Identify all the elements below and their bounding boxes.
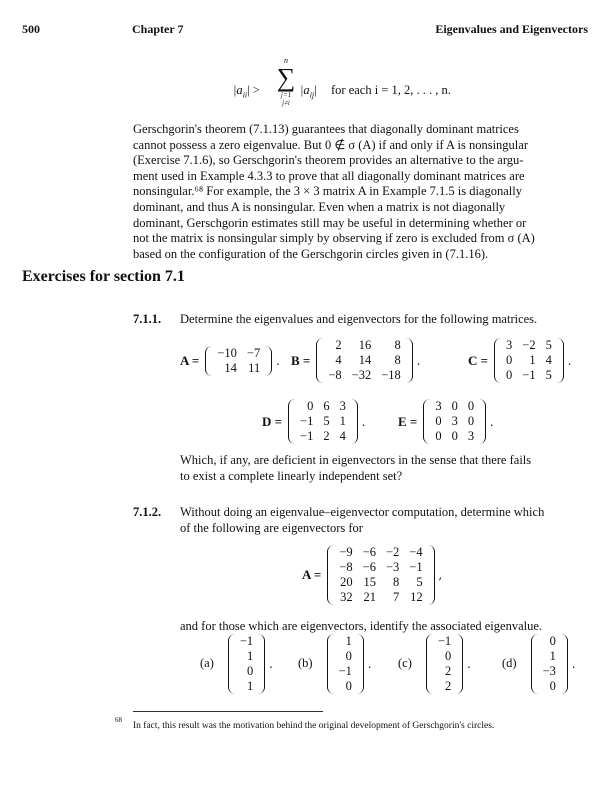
matrix-cell: 3 xyxy=(506,338,513,352)
matrix-cell: 0 xyxy=(451,399,458,413)
para-line: cannot possess a zero eigenvalue. But 0 ∉ σ (A) if and only if A is nonsingular xyxy=(133,137,528,152)
matrix-body xyxy=(212,346,265,376)
matrix-cell: 14 xyxy=(224,361,237,375)
formula-lhs-end: | > xyxy=(247,83,260,97)
matrix-cell: 12 xyxy=(410,590,423,604)
matrix-cell: 0 xyxy=(435,429,442,443)
matrix-cell: −1 xyxy=(522,368,536,382)
matrix-cell: 5 xyxy=(323,414,330,428)
sum-bottom-1: j=1 xyxy=(280,91,292,99)
matrix-cell: −7 xyxy=(246,346,261,360)
matrix-cell: −6 xyxy=(362,545,376,559)
matrix-cell: 21 xyxy=(363,590,376,604)
left-paren-icon xyxy=(426,634,433,694)
vector-label: (a) xyxy=(200,656,214,671)
right-paren-icon xyxy=(265,346,272,376)
matrix-d: D = 0 6 3 −1 5 1 −1 2 4 . xyxy=(262,399,366,443)
matrix-cell: 8 xyxy=(394,353,401,367)
matrix-cell: 0 xyxy=(451,429,458,443)
matrix-cell: −1 xyxy=(300,414,314,428)
exercise-number: 7.1.1. xyxy=(133,312,162,326)
matrix-cell: 3 xyxy=(339,399,346,413)
footnote-marker: 68 xyxy=(115,716,122,724)
matrix-cell: 0 xyxy=(467,399,475,413)
vector-label: (c) xyxy=(398,656,412,671)
formula-lhs-sub: ii xyxy=(242,90,248,100)
matrix-cell: 8 xyxy=(393,575,400,589)
matrix-label: A = xyxy=(302,567,322,582)
right-paren-icon xyxy=(357,634,364,694)
vector-cell: −3 xyxy=(542,664,556,678)
matrix-label: C = xyxy=(468,352,489,368)
matrix-body xyxy=(501,338,557,383)
formula-lhs: |a xyxy=(233,83,243,97)
prompt-line: Without doing an eigenvalue–eigenvector computation, determine which xyxy=(180,505,545,519)
matrix-cell: 16 xyxy=(358,338,372,352)
matrix-cell: 3 xyxy=(467,429,475,443)
matrix-cell: 5 xyxy=(545,368,552,382)
left-paren-icon xyxy=(205,346,212,376)
matrix-cell: 3 xyxy=(435,399,442,413)
summand-end: | xyxy=(314,83,317,97)
matrix-cell: −2 xyxy=(385,545,400,559)
matrix-cell: −1 xyxy=(409,560,423,574)
section-title: Exercises for section 7.1 xyxy=(22,268,185,285)
matrix-cell: −8 xyxy=(328,368,342,382)
vector-d: (d) 0 1 −3 0 . xyxy=(502,634,576,693)
right-paren-icon xyxy=(456,634,463,694)
matrix-cell: 0 xyxy=(506,368,513,382)
matrix-cell: −6 xyxy=(362,560,376,574)
matrix-cell: 5 xyxy=(545,338,552,352)
matrix-cell: −9 xyxy=(339,545,353,559)
exercise-prompt: Determine the eigenvalues and eigenvectors for the following matrices. xyxy=(180,312,538,326)
matrix-cell: 3 xyxy=(451,414,458,428)
matrix-cell: 2 xyxy=(323,429,330,443)
matrix-cell: 7 xyxy=(393,590,400,604)
exercise-question xyxy=(180,453,531,484)
right-paren-icon xyxy=(561,634,568,694)
para-line: not the matrix is nonsingular simply by observing if zero is excluded from σ (A) xyxy=(133,231,535,246)
vector-label: (d) xyxy=(502,656,517,671)
right-paren-icon xyxy=(479,399,486,444)
para-line: ment used in Example 4.3.3 to prove that all diagonally dominant matrices are xyxy=(133,168,525,183)
vector-cell: 1 xyxy=(345,634,352,648)
matrix-cell: 0 xyxy=(506,353,513,367)
matrix-label: E = xyxy=(398,413,418,429)
left-paren-icon xyxy=(316,338,323,383)
exercise-after: and for those which are eigenvectors, identify the associated eigenvalue. xyxy=(180,619,543,633)
vector-cell: 0 xyxy=(444,649,452,663)
matrix-e: E = 3 0 0 0 3 0 0 0 3 . xyxy=(398,399,494,443)
left-paren-icon xyxy=(228,634,235,694)
matrix-cell: −1 xyxy=(300,429,314,443)
vector-cell: 1 xyxy=(549,649,556,663)
matrix-cell: 1 xyxy=(339,414,346,428)
display-formula xyxy=(233,83,260,103)
left-paren-icon xyxy=(531,634,538,694)
left-paren-icon xyxy=(423,399,430,444)
matrix-cell: 20 xyxy=(340,575,353,589)
right-paren-icon xyxy=(557,338,564,383)
sigma-icon: ∑ xyxy=(276,63,296,92)
matrix-cell: −2 xyxy=(522,338,536,352)
vector-b: (b) 1 0 −1 0 . xyxy=(298,634,372,693)
vector-body xyxy=(433,634,456,694)
matrix-cell: −18 xyxy=(381,368,401,382)
footnote-rule xyxy=(133,711,323,712)
matrix-body xyxy=(430,399,479,444)
sum-bottom-2: j≠i xyxy=(282,99,290,107)
matrix-cell: 0 xyxy=(467,414,475,428)
exercise-prompt xyxy=(180,505,544,536)
left-paren-icon xyxy=(288,399,295,444)
matrix-cell: −32 xyxy=(351,368,372,382)
prompt-line: of the following are eigenvectors for xyxy=(180,520,363,535)
vector-cell: 0 xyxy=(246,664,254,678)
matrix-label: A = xyxy=(180,353,200,368)
vector-cell: −1 xyxy=(338,664,352,678)
paragraph xyxy=(133,122,588,262)
question-line: Which, if any, are deficient in eigenvectors in the sense that there fails xyxy=(180,453,532,467)
matrix-cell: −3 xyxy=(385,560,400,574)
chapter-label: Chapter 7 xyxy=(132,22,184,36)
vector-cell: 0 xyxy=(345,649,352,663)
matrix-c: C = 3 −2 5 0 1 4 0 −1 5 . xyxy=(468,338,572,382)
vector-body xyxy=(538,634,561,694)
matrix-label: B = xyxy=(291,352,311,368)
formula-condition: for each i = 1, 2, . . . , n. xyxy=(331,83,451,97)
summand-sub: ij xyxy=(309,90,315,100)
matrix-cell: −10 xyxy=(217,346,237,360)
matrix-cell: −4 xyxy=(409,545,423,559)
left-paren-icon xyxy=(327,545,334,605)
matrix-body xyxy=(295,399,351,444)
vector-body xyxy=(235,634,258,694)
para-line: Gerschgorin's theorem (7.1.13) guarantees that diagonally dominant matrices xyxy=(133,122,519,136)
matrix-cell: 4 xyxy=(335,353,342,367)
para-line: dominant, Gerschgorin estimates still may be useful in determining whether or xyxy=(133,215,527,230)
matrix-cell: 5 xyxy=(416,575,423,589)
matrix-cell: −8 xyxy=(339,560,353,574)
vector-cell: 2 xyxy=(444,664,452,678)
question-line: to exist a complete linearly independent set? xyxy=(180,468,403,483)
matrix-cell: 15 xyxy=(363,575,376,589)
right-paren-icon xyxy=(428,545,435,605)
right-paren-icon xyxy=(351,399,358,444)
summand: |a xyxy=(300,83,310,97)
matrix-cell: 14 xyxy=(358,353,372,367)
matrix-cell: 0 xyxy=(307,399,314,413)
matrix-body xyxy=(334,545,427,605)
sum-top: n xyxy=(284,56,288,65)
matrix-a-4x4: A = −9 −6 −2 −4 −8 −6 −3 −1 20 15 8 5 32 21 7 12 , xyxy=(302,545,443,604)
vector-body xyxy=(334,634,357,694)
formula-summand xyxy=(300,83,317,103)
exercise-number: 7.1.2. xyxy=(133,505,162,519)
page-number: 500 xyxy=(22,22,40,36)
matrix-cell: 4 xyxy=(339,429,346,443)
left-paren-icon xyxy=(494,338,501,383)
sum-operator xyxy=(275,56,297,107)
matrix-cell: 1 xyxy=(529,353,536,367)
running-title: Eigenvalues and Eigenvectors xyxy=(435,22,588,36)
matrix-cell: 6 xyxy=(323,399,330,413)
vector-cell: −1 xyxy=(437,634,452,648)
matrix-cell: 4 xyxy=(545,353,552,367)
vector-c: (c) −1 0 2 2 . xyxy=(398,634,471,693)
vector-cell: 1 xyxy=(246,649,254,663)
footnote-text: In fact, this result was the motivation behind the original development of Gerschgorin's circles. xyxy=(133,721,495,731)
vector-cell: 1 xyxy=(246,679,254,693)
matrix-label: D = xyxy=(262,413,283,429)
matrix-cell: 0 xyxy=(435,414,442,428)
para-line: nonsingular.⁶⁸ For example, the 3 × 3 matrix A in Example 7.1.5 is diagonally xyxy=(133,184,522,199)
vector-cell: 0 xyxy=(549,679,556,693)
matrix-cell: 8 xyxy=(394,338,401,352)
matrix-cell: 11 xyxy=(248,361,261,375)
vector-cell: 0 xyxy=(345,679,352,693)
matrix-cell: 32 xyxy=(340,590,353,604)
matrix-b: B = 2 16 8 4 14 8 −8 −32 −18 . xyxy=(291,338,421,382)
vector-a: (a) −1 1 0 1 . xyxy=(200,634,273,693)
matrix-body xyxy=(323,338,405,383)
matrix-cell: 2 xyxy=(335,338,342,352)
vector-cell: 0 xyxy=(549,634,556,648)
para-line: dominant, and thus A is nonsingular. Even when a matrix is not diagonally xyxy=(133,199,506,214)
para-line: (Exercise 7.1.6), so Gerschgorin's theorem provides an alternative to the argu- xyxy=(133,153,524,168)
vector-cell: −1 xyxy=(239,634,254,648)
matrix-a: A = −10 −7 14 11 . xyxy=(180,346,280,375)
vector-label: (b) xyxy=(298,656,313,671)
left-paren-icon xyxy=(327,634,334,694)
right-paren-icon xyxy=(406,338,413,383)
para-line: based on the configuration of the Gerschgorin circles given in (7.1.16). xyxy=(133,246,489,261)
vector-cell: 2 xyxy=(444,679,452,693)
right-paren-icon xyxy=(258,634,265,694)
